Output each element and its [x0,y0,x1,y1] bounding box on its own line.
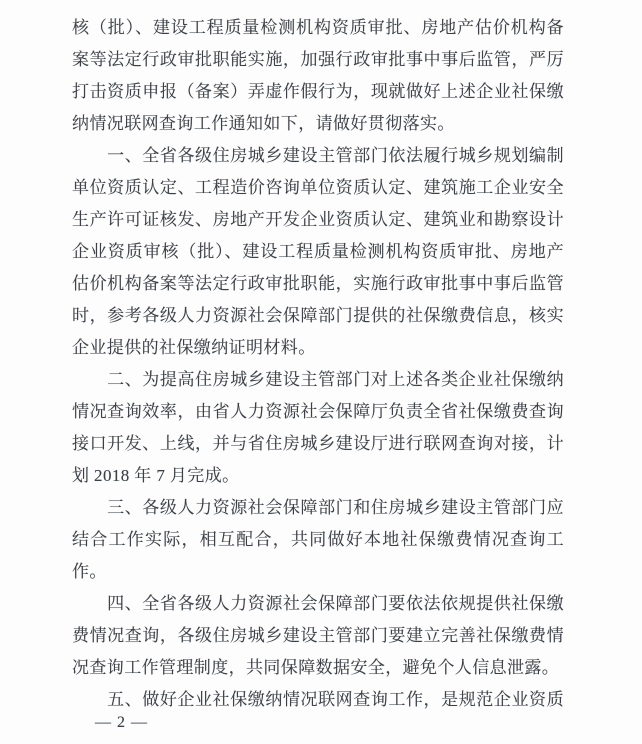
page-number: — 2 — [95,714,148,731]
text-line: 打击资质申报（备案）弄虚作假行为，现就做好上述企业社保缴 [72,82,564,101]
text-line: 单位资质认定、工程造价咨询单位资质认定、建筑施工企业安全 [72,178,564,197]
body-text [72,12,564,716]
text-line: 案等法定行政审批职能实施，加强行政审批事中事后监管，严厉 [72,50,564,69]
text-line: 二、为提高住房城乡建设主管部门对上述各类企业社保缴纳 [72,370,564,389]
text-line: 核（批）、建设工程质量检测机构资质审批、房地产估价机构备 [72,18,564,37]
text-line: 情况查询效率，由省人力资源社会保障厅负责全省社保缴费查询 [72,402,564,421]
text-line: 估价机构备案等法定行政审批职能，实施行政审批事中事后监管 [72,274,564,293]
text-line: 作。 [72,562,107,581]
text-line: 一、全省各级住房城乡建设主管部门依法履行城乡规划编制 [72,146,564,165]
text-line: 结合工作实际，相互配合，共同做好本地社保缴费情况查询工 [72,530,564,549]
text-line: 生产许可证核发、房地产开发企业资质认定、建筑业和勘察设计 [72,210,564,229]
text-line: 企业提供的社保缴纳证明材料。 [72,338,316,357]
text-line: 五、做好企业社保缴纳情况联网查询工作，是规范企业资质 [72,690,564,709]
text-line: 划 2018 年 7 月完成。 [72,466,240,485]
text-line: 三、各级人力资源社会保障部门和住房城乡建设主管部门应 [72,498,564,517]
text-line: 企业资质审核（批）、建设工程质量检测机构资质审批、房地产 [72,242,564,261]
text-line: 时，参考各级人力资源社会保障部门提供的社保缴费信息，核实 [72,306,564,325]
text-line: 四、全省各级人力资源社会保障部门要依法依规提供社保缴 [72,594,564,613]
text-line: 纳情况联网查询工作通知如下，请做好贯彻落实。 [72,114,455,133]
text-line: 费情况查询，各级住房城乡建设主管部门要建立完善社保缴费情 [72,626,564,645]
text-line: 况查询工作管理制度，共同保障数据安全，避免个人信息泄露。 [72,658,560,677]
text-line: 接口开发、上线，并与省住房城乡建设厅进行联网查询对接，计 [72,434,564,453]
